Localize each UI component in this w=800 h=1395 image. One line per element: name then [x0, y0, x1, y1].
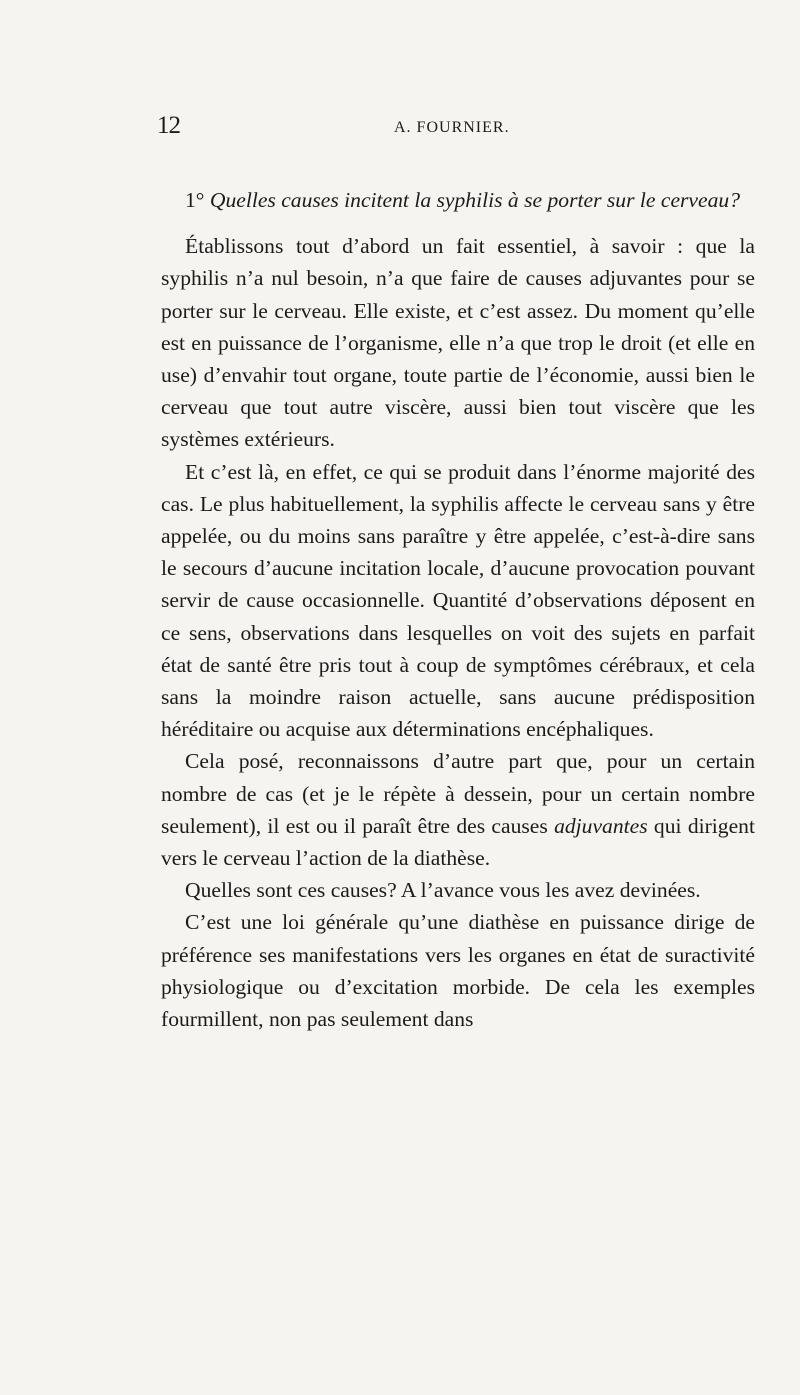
- running-head: A. FOURNIER.: [394, 119, 510, 136]
- paragraph-4: Quelles sont ces causes? A l’avance vous les avez devinées.: [185, 878, 701, 903]
- paragraph-1: Établissons tout d’abord un fait essentiel, à savoir : que la syphilis n’a nul besoin, n’a que faire de causes adjuvantes pour se porter sur le cerveau. Elle existe, et c’est assez. Du moment qu’elle est en puissance de l’organisme, elle n’a que trop le droit (et elle en use) d’envahir tout organe, toute partie de l’économie, aussi bien le cerveau que tout autre viscère, aussi bien tout viscère que les systèmes extérieurs.: [161, 234, 755, 452]
- paragraph-3-end: qui dirigent vers le cerveau l’action de la diathèse.: [161, 813, 755, 871]
- question-number: 1°: [185, 188, 205, 212]
- paragraph-5: C’est une loi générale qu’une diathèse en puissance dirige de préférence ses manifestations vers les organes en état de suractivité physiologique ou d’excitation morbide. De cela les exemples fourmillent, non pas seulement dans: [161, 910, 755, 1032]
- body-text: [161, 184, 755, 1035]
- page-header: [157, 112, 757, 142]
- paragraph-3-start: Cela posé, reconnaissons d’autre part que, pour un certain nombre de cas (et je le répète à dessein, pour un certain nombre seulement), il est ou il paraît être des causes: [161, 749, 755, 838]
- paragraph-2: Et c’est là, en effet, ce qui se produit dans l’énorme majorité des cas. Le plus habituellement, la syphilis affecte le cerveau sans y être appelée, ou du moins sans paraître y être appelée, c’est-à-dire sans le secours d’aucune incitation locale, d’aucune provocation pouvant servir de cause occasionnelle. Quantité d’observations déposent en ce sens, observations dans lesquelles on voit des sujets en parfait état de santé être pris tout à coup de symptômes cérébraux, et cela sans la moindre raison actuelle, sans aucune prédisposition héréditaire ou acquise aux déterminations encéphaliques.: [161, 459, 755, 742]
- page-number: 12: [157, 112, 180, 139]
- question-heading: [161, 184, 755, 216]
- question-text: Quelles causes incitent la syphilis à se porter sur le cerveau?: [209, 188, 740, 212]
- paragraph-3: [161, 745, 755, 874]
- emphasized-word: adjuvantes: [554, 813, 648, 838]
